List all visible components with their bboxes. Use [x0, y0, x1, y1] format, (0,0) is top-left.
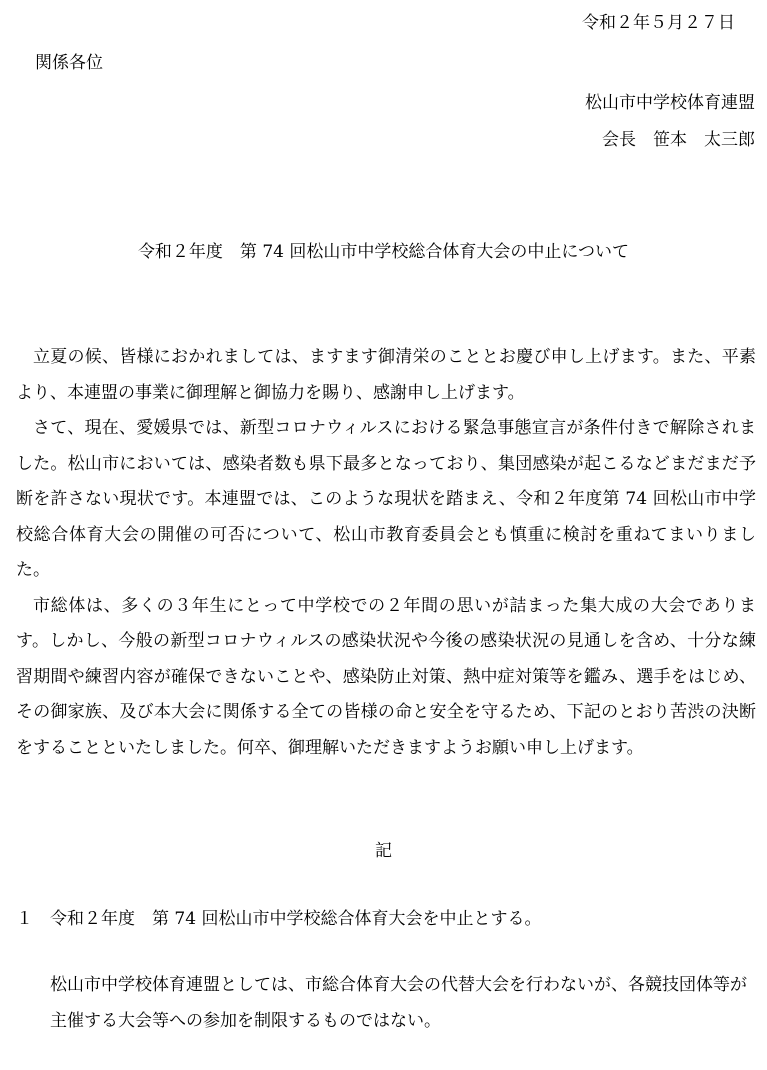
paragraph-situation: さて、現在、愛媛県では、新型コロナウィルスにおける緊急事態宣言が条件付きで解除されました。松山市においては、感染者数も県下最多となっており、集団感染が起こるなどまだまだ予断を許さない現状です。本連盟では、このような現状を踏まえ、令和２年度第 74 回松山市中学校総合体育大会の開催の可否について、松山市教育委員会とも慎重に検討を重ねてまいりました。 — [16, 418, 756, 580]
paragraph-decision: 市総体は、多くの３年生にとって中学校での２年間の思いが詰まった集大成の大会であります。しかし、今般の新型コロナウィルスの感染状況や今後の感染状況の見通しを含め、十分な練習期間や練習内容が確保できないことや、感染防止対策、熱中症対策等を鑑み、選手をはじめ、その御家族、及び本大会に関係する全ての皆様の命と安全を守るため、下記のとおり苦渋の決断をすることといたしました。何卒、御理解いただきますようお願い申し上げます。 — [16, 595, 756, 758]
item-text-block — [16, 968, 756, 1039]
item-number — [16, 968, 50, 1004]
document-body — [16, 340, 756, 766]
paragraph-greeting: 立夏の候、皆様におかれましては、ますます御清栄のこととお慶び申し上げます。また、平素より、本連盟の事業に御理解と御協力を賜り、感謝申し上げます。 — [16, 347, 756, 403]
item-number: １ — [16, 909, 33, 929]
list-item — [16, 902, 756, 938]
list-item — [16, 968, 756, 1039]
item-text: 松山市中学校体育連盟としては、市総合体育大会の代替大会を行わないが、各競技団体等が主催する大会等への参加を制限するものではない。 — [50, 975, 747, 1031]
item-text: 令和２年度 第 74 回松山市中学校総合体育大会を中止とする。 — [50, 909, 542, 929]
ki-heading: 記 — [375, 841, 392, 861]
document-title: 令和２年度 第 74 回松山市中学校総合体育大会の中止について — [137, 242, 630, 262]
document-date: 令和２年５月２７日 — [582, 13, 735, 33]
recipient: 関係各位 — [35, 53, 103, 73]
sender-organization: 松山市中学校体育連盟 — [585, 93, 755, 113]
sender-name: 会長 笹本 太三郎 — [602, 130, 755, 150]
